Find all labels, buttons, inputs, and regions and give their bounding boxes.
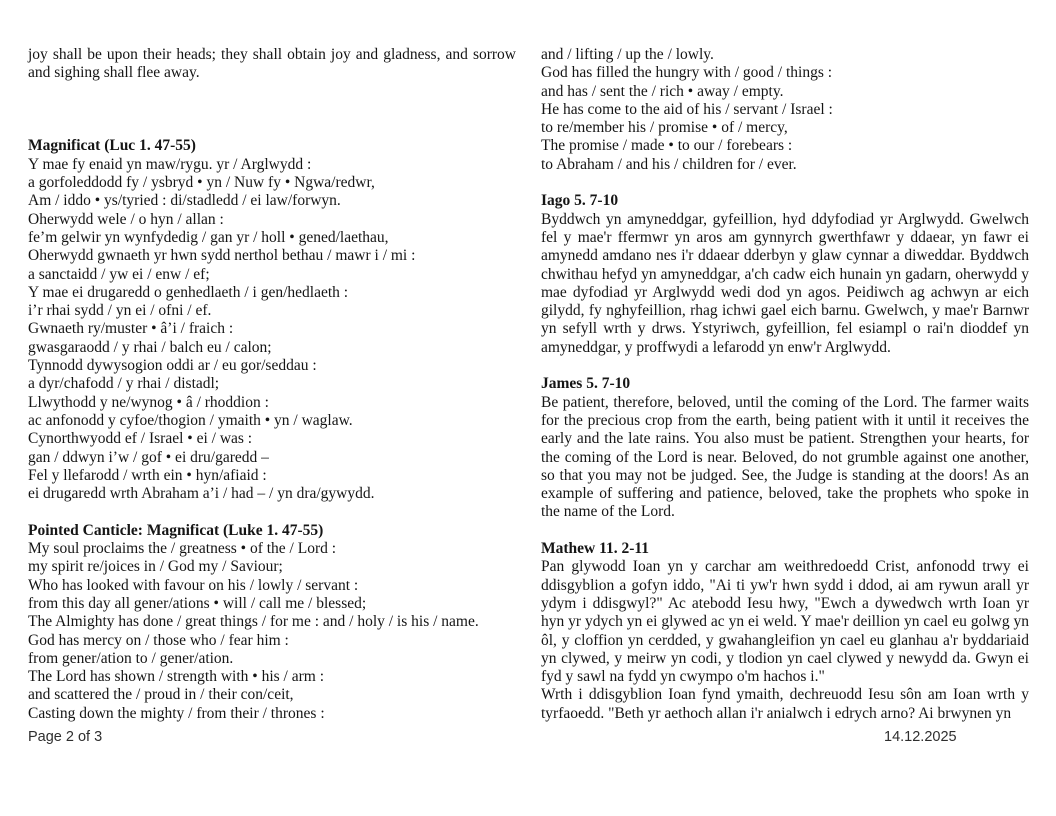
iago-reading bbox=[541, 211, 1029, 357]
heading-iago: Iago 5. 7-10 bbox=[541, 192, 619, 210]
canticle-line: ac anfonodd y cyfoe/thogion / ymaith • yn / waglaw. bbox=[28, 411, 353, 429]
left-column bbox=[28, 46, 516, 723]
canticle-line: my spirit re/joices in / God my / Saviour; bbox=[28, 558, 283, 576]
page-number: Page 2 of 3 bbox=[28, 729, 103, 745]
vertical-space bbox=[541, 522, 1029, 540]
james-reading bbox=[541, 394, 1029, 522]
canticle-line: Fel y llefarodd / wrth ein • hyn/afiaid : bbox=[28, 466, 267, 484]
canticle-line: ei drugaredd wrth Abraham a’i / had – / yn dra/gywydd. bbox=[28, 485, 375, 503]
canticle-line: Y mae ei drugaredd o genhedlaeth / i gen/hedlaeth : bbox=[28, 283, 349, 301]
canticle-line: a sanctaidd / yw ei / enw / ef; bbox=[28, 265, 210, 283]
heading-magnificat-welsh: Magnificat (Luc 1. 47-55) bbox=[28, 137, 196, 155]
mathew-reading bbox=[541, 558, 1029, 723]
body-paragraph: Be patient, therefore, beloved, until the coming of the Lord. The farmer waits for the precious crop from the earth, being patient with it until it receives the early and the late rains. You also must be patient. Strengthen your hearts, for the coming of the Lord is near. Beloved, do not grumble against one another, so that you may not be judged. See, the Judge is standing at the doors! As an example of suffering and patience, beloved, take the prophets who spoke in the name of the Lord. bbox=[541, 393, 1029, 521]
canticle-line: Who has looked with favour on his / lowly / servant : bbox=[28, 576, 359, 594]
canticle-line: The Lord has shown / strength with • his / arm : bbox=[28, 668, 325, 686]
canticle-line: and has / sent the / rich • away / empty. bbox=[541, 82, 784, 100]
canticle-line: The promise / made • to our / forebears : bbox=[541, 137, 793, 155]
canticle-line: My soul proclaims the / greatness • of the / Lord : bbox=[28, 540, 337, 558]
body-paragraph: Wrth i ddisgyblion Ioan fynd ymaith, dechreuodd Iesu sôn am Ioan wrth y tyrfaoedd. "Beth yr aethoch allan i'r anialwch i edrych arno? Ai brwynen yn bbox=[541, 686, 1029, 722]
canticle-line: Am / iddo • ys/tyried : di/stadledd / ei law/forwyn. bbox=[28, 192, 341, 210]
heading-magnificat-english: Pointed Canticle: Magnificat (Luke 1. 47-55) bbox=[28, 521, 324, 539]
canticle-line: gan / ddwyn i’w / gof • ei dru/garedd – bbox=[28, 448, 269, 466]
canticle-line: fe’m gelwir yn wynfydedig / gan yr / holl • gened/laethau, bbox=[28, 228, 389, 246]
body-paragraph: Pan glywodd Ioan yn y carchar am weithredoedd Crist, anfonodd trwy ei ddisgyblion a gofyn iddo, "Ai ti yw'r hwn sydd i ddod, ai am rywun arall yr ydym i ddisgwyl?" Ac atebodd Iesu hwy, "Ewch a dywedwch wrth Ioan yr hyn yr ydych yn ei glywed ac yn ei weld. Y mae'r deillion yn cael eu golwg yn ôl, y cloffion yn cerdded, y gwahangleifion yn cael eu glanhau a'r byddariaid yn clywed, y meirw yn codi, y tlodion yn cael clywed y newydd da. Gwyn ei fyd y sawl na fydd yn cwympo o'm hachos i." bbox=[541, 558, 1029, 686]
vertical-space bbox=[541, 174, 1029, 192]
canticle-line: from this day all gener/ations • will / call me / blessed; bbox=[28, 594, 367, 612]
vertical-space bbox=[541, 357, 1029, 375]
canticle-line: a dyr/chafodd / y rhai / distadl; bbox=[28, 375, 220, 393]
canticle-line: a gorfoleddodd fy / ysbryd • yn / Nuw fy • Ngwa/redwr, bbox=[28, 174, 375, 192]
magnificat-english-continuation bbox=[541, 46, 1029, 174]
heading-mathew: Mathew 11. 2-11 bbox=[541, 540, 650, 558]
body-paragraph: Byddwch yn amyneddgar, gyfeillion, hyd ddyfodiad yr Arglwydd. Gwelwch fel y mae'r ffermwr yn aros am gynnyrch gwerthfawr y ddaear, yn fawr ei amynedd amdano nes i'r ddaear dderbyn y glaw cynnar a diweddar. Byddwch chwithau hefyd yn amyneddgar, a'ch cadw eich hunain yn gadarn, oherwydd y mae dyfodiad yr Arglwydd wedi dod yn agos. Peidiwch ag achwyn ar eich gilydd, fy nghyfeillion, rhag ichwi gael eich barnu. Gwelwch, y mae'r Barnwr yn sefyll wrth y drws. Ystyriwch, gyfeillion, fel esiampl o rai'n dioddef yn amyneddgar, y proffwydi a lefarodd yn enw'r Arglwydd. bbox=[541, 210, 1029, 356]
canticle-line: Oherwydd gwnaeth yr hwn sydd nerthol bethau / mawr i / mi : bbox=[28, 247, 416, 265]
canticle-line: Gwnaeth ry/muster • â’i / fraich : bbox=[28, 320, 234, 338]
magnificat-welsh-canticle bbox=[28, 156, 516, 504]
canticle-line: The Almighty has done / great things / for me : and / holy / is his / name. bbox=[28, 613, 479, 631]
canticle-line: Oherwydd wele / o hyn / allan : bbox=[28, 210, 224, 228]
canticle-line: Tynnodd dywysogion oddi ar / eu gor/seddau : bbox=[28, 357, 317, 375]
canticle-line: Casting down the mighty / from their / thrones : bbox=[28, 704, 325, 722]
canticle-line: Llwythodd y ne/wynog • â / rhoddion : bbox=[28, 393, 269, 411]
canticle-line: God has filled the hungry with / good / things : bbox=[541, 64, 833, 82]
intro-paragraph: joy shall be upon their heads; they shall obtain joy and gladness, and sorrow and sighing shall flee away. bbox=[28, 46, 516, 82]
canticle-line: Y mae fy enaid yn maw/rygu. yr / Arglwydd : bbox=[28, 155, 312, 173]
heading-james: James 5. 7-10 bbox=[541, 375, 631, 393]
canticle-line: from gener/ation to / gener/ation. bbox=[28, 649, 234, 667]
canticle-line: gwasgaraodd / y rhai / balch eu / calon; bbox=[28, 338, 272, 356]
canticle-line: Cynorthwyodd ef / Israel • ei / was : bbox=[28, 430, 253, 448]
canticle-line: and / lifting / up the / lowly. bbox=[541, 46, 714, 63]
right-column bbox=[541, 46, 1029, 723]
vertical-space bbox=[28, 503, 516, 521]
footer-date: 14.12.2025 bbox=[884, 729, 957, 745]
canticle-line: He has come to the aid of his / servant / Israel : bbox=[541, 100, 833, 118]
canticle-line: to Abraham / and his / children for / ever. bbox=[541, 155, 797, 173]
canticle-line: to re/member his / promise • of / mercy, bbox=[541, 119, 788, 137]
magnificat-english-canticle bbox=[28, 540, 516, 723]
canticle-line: and scattered the / proud in / their con/ceit, bbox=[28, 686, 294, 704]
canticle-line: God has mercy on / those who / fear him : bbox=[28, 631, 289, 649]
canticle-line: i’r rhai sydd / yn ei / ofni / ef. bbox=[28, 302, 212, 320]
vertical-space bbox=[28, 83, 516, 138]
